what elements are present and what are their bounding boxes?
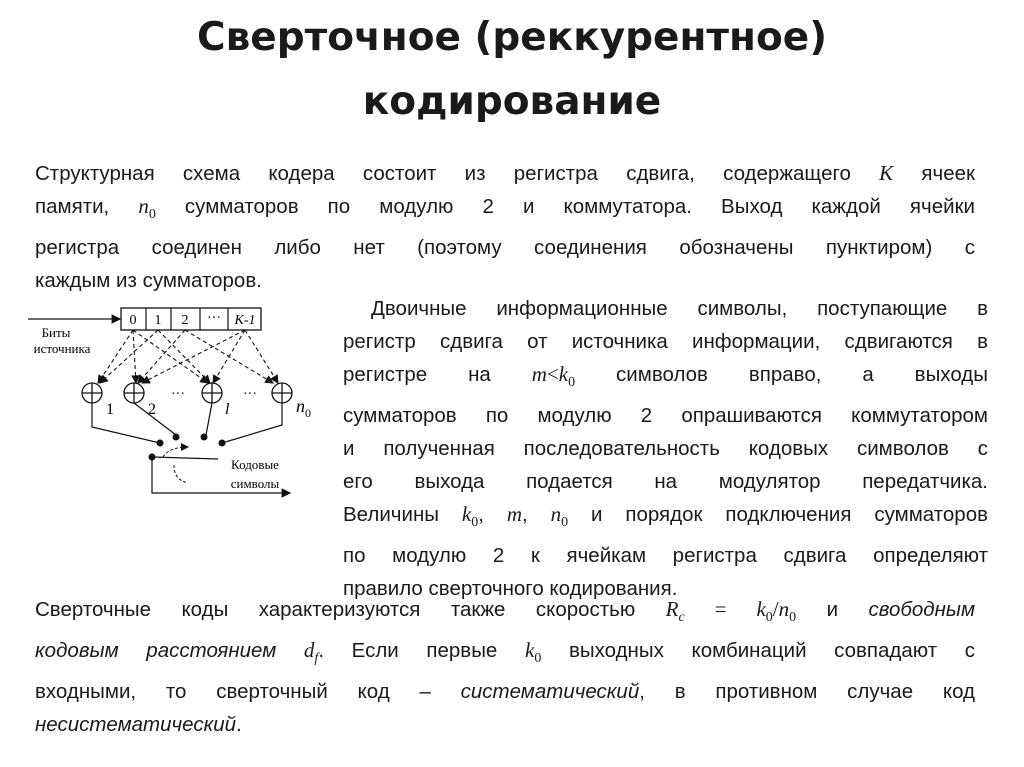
p1-line-1: Структурная схема кодера состоит из регистра сдвига, содержащего K ячеек: [35, 161, 975, 185]
p1-line-2: памяти, $n_0$ сумматоров по модулю 2 и коммутатора. Выход каждой ячейки: [35, 194, 975, 222]
p3-line-1: Сверточные коды характеризуются также скоростью $R_c = k_0/n_0$ и свободным: [35, 597, 976, 625]
p1-line-4: каждым из сумматоров.: [35, 269, 262, 292]
title-line-2: кодирование: [362, 79, 662, 124]
output-label-2: символы: [230, 476, 280, 491]
adder-label-n: $n_0$: [296, 396, 311, 420]
p2-line-6: его выхода подается на модулятор передатчика.: [343, 470, 988, 493]
register-cell-1: 1: [154, 313, 162, 328]
register-cell-2: 2: [181, 313, 189, 328]
commutator-wiring: [92, 403, 282, 443]
input-label-2: источника: [33, 341, 91, 356]
register-cell-dots: ···: [207, 311, 221, 326]
paragraph-shift-process: [343, 292, 988, 605]
paragraph-code-rate: [35, 593, 975, 741]
p2-line-2: регистр сдвига от источника информации, сдвигаются в: [343, 330, 988, 353]
p2-line-4: сумматоров по модулю 2 опрашиваются коммутатором: [343, 404, 988, 427]
paragraph-encoder-structure: [35, 157, 975, 297]
adders: [82, 383, 292, 403]
dashed-connections: [98, 330, 278, 383]
adder-label-l: l: [225, 401, 230, 418]
title-line-1: Сверточное (реккурентное): [196, 15, 828, 60]
p1-line-3: регистра соединен либо нет (поэтому соединения обозначены пунктиром) с: [35, 236, 975, 259]
p2-line-8: по модулю 2 к ячейкам регистра сдвига определяют: [343, 544, 988, 567]
adder-dots-2: ···: [243, 387, 257, 402]
p2-line-1: Двоичные информационные символы, поступающие в: [371, 297, 988, 320]
output-label-1: Кодовые: [231, 457, 279, 472]
p2-line-9: правило сверточного кодирования.: [343, 577, 678, 600]
register-cell-k-1: K-1: [234, 313, 256, 328]
page-title: [0, 6, 1024, 134]
p3-line-3: входными, то сверточный код – систематический, в противном случае код: [35, 680, 975, 703]
p2-line-3: регистре на $m<k_0$ символов вправо, а выходы: [343, 362, 988, 390]
p2-line-7: Величины $k_0$, m, $n_0$ и порядок подключения сумматоров: [343, 502, 988, 530]
p2-line-5: и полученная последовательность кодовых символов с: [343, 437, 988, 460]
p3-line-4: несистематический.: [35, 713, 242, 736]
shift-register: [121, 308, 261, 330]
adder-label-2: 2: [148, 401, 156, 418]
register-cell-0: 0: [129, 313, 137, 328]
input-label-1: Биты: [41, 325, 71, 340]
adder-dots-1: ···: [171, 387, 185, 402]
encoder-diagram: [28, 297, 338, 507]
adder-label-1: 1: [106, 401, 114, 418]
p3-line-2: кодовым расстоянием $d_f$. Если первые $k_0$ выходных комбинаций совпадают с: [35, 638, 976, 666]
